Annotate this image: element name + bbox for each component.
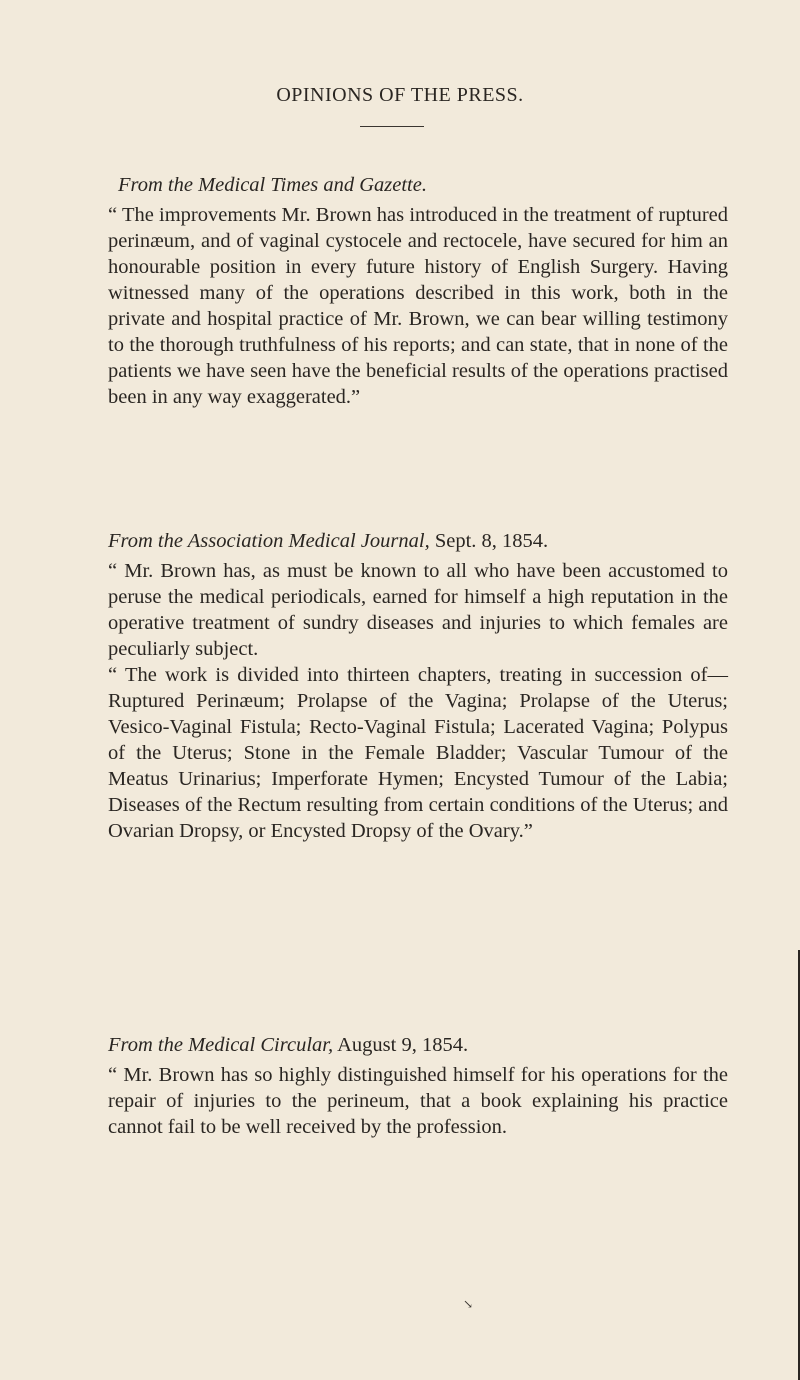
source-title: From the Medical Times and Gazette. <box>118 174 427 196</box>
source-date: Sept. 8, 1854. <box>429 530 549 552</box>
source-title: From the Medical Circular, <box>108 1034 334 1056</box>
source-heading <box>108 170 728 200</box>
page-title: OPINIONS OF THE PRESS. <box>276 84 524 106</box>
source-heading <box>108 1030 728 1060</box>
review-medical-times <box>108 170 728 410</box>
review-paragraph: “ Mr. Brown has so highly distinguished himself for his operations for the repair of injuries to the perineum, that a book explaining his practice cannot fail to be well received by the profession. <box>108 1064 728 1138</box>
review-association-journal <box>108 526 728 844</box>
source-heading <box>108 526 728 556</box>
review-paragraph: “ Mr. Brown has, as must be known to all who have been accustomed to peruse the medical periodicals, earned for himself a high reputation in the operative treatment of sundry diseases and injuries to which females are peculiarly subject. <box>108 560 728 660</box>
source-date: August 9, 1854. <box>333 1034 469 1056</box>
review-paragraph: “ The improvements Mr. Brown has introduced in the treatment of ruptured perinæum, and of vaginal cystocele and rectocele, have secured for him an honourable position in every future history of English Surgery. Having witnessed many of the operations described in this work, both in the private and hospital practice of Mr. Brown, we can bear willing testimony to the thorough truthfulness of his reports; and can state, that in none of the patients we have seen have the beneficial results of the operations practised been in any way exaggerated.” <box>108 204 728 408</box>
title-divider <box>360 126 424 127</box>
print-mark: ↘ <box>463 1297 474 1311</box>
review-paragraph: “ The work is divided into thirteen chapters, treating in succession of—Ruptured Perinæum; Prolapse of the Vagina; Prolapse of the Uterus; Vesico-Vaginal Fistula; Recto-Vaginal Fistula; Lacerated Vagina; Polypus of the Uterus; Stone in the Female Bladder; Vascular Tumour of the Meatus Urinarius; Imperforate Hymen; Encysted Tumour of the Labia; Diseases of the Rectum resulting from certain conditions of the Uterus; and Ovarian Dropsy, or Encysted Dropsy of the Ovary.” <box>108 664 728 842</box>
review-medical-circular <box>108 1030 728 1140</box>
source-title: From the Association Medical Journal, <box>108 530 430 552</box>
